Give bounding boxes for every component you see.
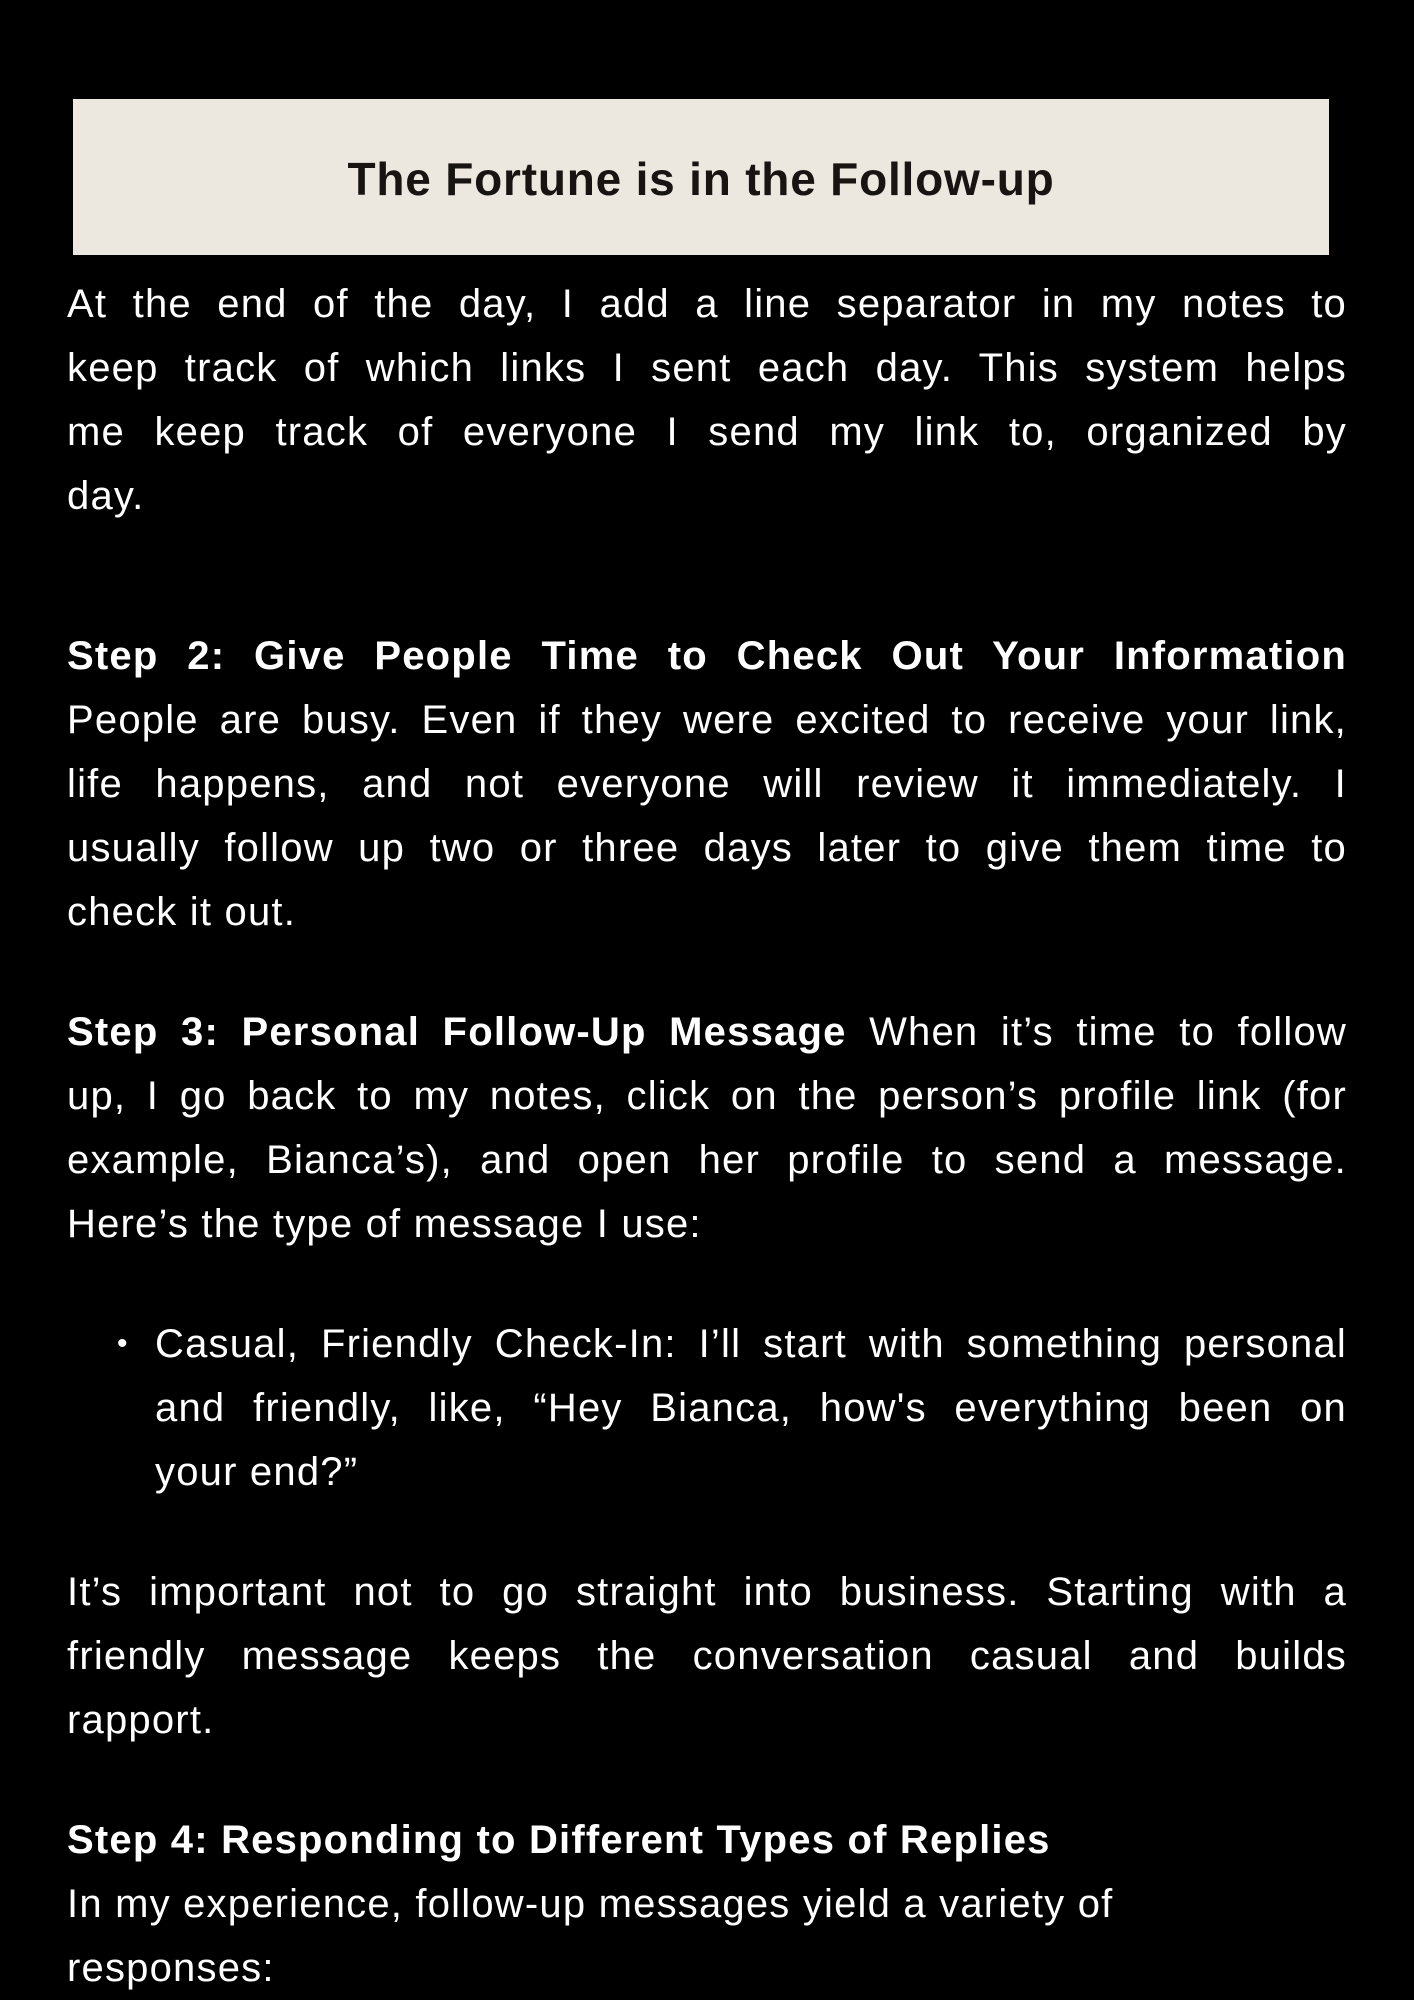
text-line: and friendly, like, “Hey Bianca, how's everything been on [155, 1386, 1347, 1430]
section-heading: Step 3: Personal Follow-Up Message [67, 1010, 847, 1054]
text-line: life happens, and not everyone will review it immediately. I [67, 762, 1347, 806]
paragraph-intro [67, 272, 1347, 528]
text-line: friendly message keeps the conversation casual and builds [67, 1634, 1347, 1678]
text-line: me keep track of everyone I send my link to, organized by [67, 410, 1347, 454]
list-item-text [155, 1312, 1347, 1504]
text-line: usually follow up two or three days later to give them time to [67, 826, 1347, 870]
text-line: It’s important not to go straight into business. Starting with a [67, 1570, 1347, 1614]
text-line: At the end of the day, I add a line separator in my notes to [67, 282, 1347, 326]
text-line: In my experience, follow-up messages yield a variety of [67, 1882, 1114, 1926]
section-step-4 [67, 1808, 1347, 2000]
text-line: up, I go back to my notes, click on the person’s profile link (for [67, 1074, 1347, 1118]
text-line: Casual, Friendly Check-In: I’ll start with something personal [155, 1322, 1347, 1366]
text-line: rapport. [67, 1698, 215, 1742]
title-banner [73, 99, 1329, 255]
text-line: your end?” [155, 1450, 359, 1494]
text-line: People are busy. Even if they were excited to receive your link, [67, 698, 1347, 742]
text-line: Here’s the type of message I use: [67, 1202, 702, 1246]
text-span: When it’s time to follow [869, 1010, 1347, 1054]
section-heading: Step 2: Give People Time to Check Out Your Information [67, 634, 1347, 678]
list-item [67, 1312, 1347, 1504]
paragraph-rapport [67, 1560, 1347, 1752]
text-line: day. [67, 474, 145, 518]
text-line: example, Bianca’s), and open her profile to send a message. [67, 1138, 1347, 1182]
section-step-3 [67, 1000, 1347, 1256]
bullet-list [67, 1312, 1347, 1504]
text-line: check it out. [67, 890, 297, 934]
text-line: keep track of which links I sent each day. This system helps [67, 346, 1347, 390]
section-heading-line [67, 1000, 1347, 1064]
section-heading: Step 4: Responding to Different Types of Replies [67, 1818, 1051, 1862]
bullet-icon: • [117, 1327, 129, 1360]
page-content [67, 272, 1347, 2000]
page-title: The Fortune is in the Follow-up [347, 153, 1055, 205]
text-line: responses: [67, 1946, 275, 1990]
section-step-2 [67, 624, 1347, 944]
